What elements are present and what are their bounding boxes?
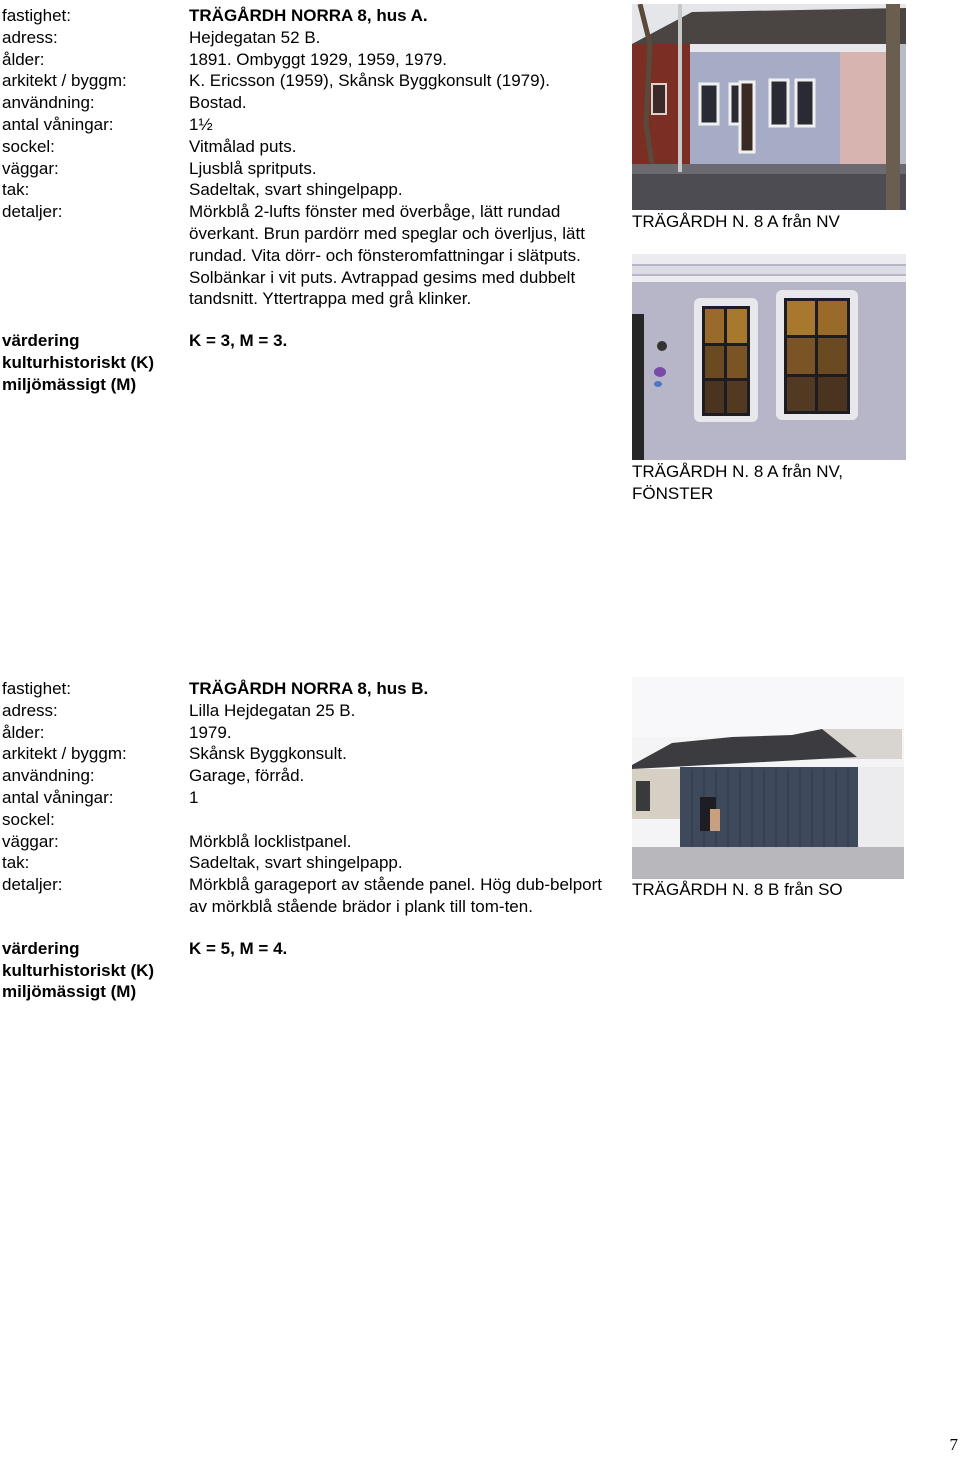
evaluation-label: värdering	[2, 938, 80, 958]
field-label: adress:	[2, 700, 58, 720]
field-arkitekt	[2, 743, 612, 765]
field-sockel	[2, 809, 612, 831]
field-label: användning:	[2, 93, 95, 113]
field-fastighet	[2, 5, 612, 27]
evaluation-label-k: kulturhistoriskt (K)	[2, 960, 155, 980]
field-detaljer	[2, 874, 612, 918]
field-fastighet	[2, 678, 612, 700]
field-label: arkitekt / byggm:	[2, 744, 127, 764]
photo-house-facade	[632, 4, 906, 210]
photo-caption: TRÄGÅRDH N. 8 A från NV, FÖNSTER	[632, 462, 843, 503]
field-value: Bostad.	[189, 93, 247, 113]
field-label: användning:	[2, 766, 95, 786]
field-value: Vitmålad puts.	[189, 136, 297, 156]
field-label: antal våningar:	[2, 787, 114, 807]
page-number: 7	[949, 1435, 958, 1454]
property-entry-b	[2, 678, 612, 1003]
field-value: Sadeltak, svart shingelpapp.	[189, 180, 403, 200]
field-value: 1	[189, 787, 199, 807]
field-adress	[2, 700, 612, 722]
field-label: ålder:	[2, 49, 45, 69]
field-label: ålder:	[2, 722, 45, 742]
house-facade-illustration	[632, 4, 906, 210]
field-value: Hejdegatan 52 B.	[189, 27, 321, 47]
evaluation-labels	[2, 938, 189, 1003]
field-value: 1891. Ombyggt 1929, 1959, 1979.	[189, 49, 448, 69]
photo-caption: TRÄGÅRDH N. 8 A från NV	[632, 212, 840, 231]
evaluation-label-k: kulturhistoriskt (K)	[2, 352, 155, 372]
evaluation-block	[2, 938, 612, 1003]
evaluation-label: värdering	[2, 331, 80, 351]
field-value: Ljusblå spritputs.	[189, 158, 317, 178]
field-arkitekt	[2, 70, 612, 92]
field-label: adress:	[2, 27, 58, 47]
field-tak	[2, 852, 612, 874]
field-value: Mörkblå locklistpanel.	[189, 831, 352, 851]
field-label: sockel:	[2, 809, 55, 829]
field-label: väggar:	[2, 831, 59, 851]
photo-windows	[632, 254, 906, 460]
evaluation-labels	[2, 330, 189, 395]
evaluation-block	[2, 330, 612, 395]
field-anvandning	[2, 92, 612, 114]
photo-caption: TRÄGÅRDH N. 8 B från SO	[632, 880, 843, 899]
evaluation-score: K = 5, M = 4.	[189, 938, 288, 958]
field-value: Skånsk Byggkonsult.	[189, 744, 347, 764]
evaluation-score: K = 3, M = 3.	[189, 331, 288, 351]
field-value	[189, 809, 612, 831]
field-label: detaljer:	[2, 202, 63, 222]
field-value: TRÄGÅRDH NORRA 8, hus B.	[189, 679, 429, 698]
property-entry-a	[2, 5, 612, 396]
field-label: sockel:	[2, 136, 55, 156]
field-label: arkitekt / byggm:	[2, 71, 127, 91]
field-label: tak:	[2, 180, 30, 200]
field-vaggar	[2, 158, 612, 180]
field-label: fastighet:	[2, 6, 71, 25]
windows-illustration	[632, 254, 906, 460]
evaluation-label-m: miljömässigt (M)	[2, 982, 137, 1002]
field-vaggar	[2, 831, 612, 853]
field-detaljer	[2, 201, 612, 310]
field-label: antal våningar:	[2, 114, 114, 134]
field-alder	[2, 722, 612, 744]
field-value: K. Ericsson (1959), Skånsk Byggkonsult (1979).	[189, 71, 550, 91]
field-value: Mörkblå garageport av stående panel. Hög dub-belport av mörkblå stående brädor i plank till tom-ten.	[189, 875, 602, 916]
field-adress	[2, 27, 612, 49]
field-vaningar	[2, 787, 612, 809]
field-vaningar	[2, 114, 612, 136]
field-value: 1½	[189, 114, 213, 134]
field-sockel	[2, 136, 612, 158]
field-label: väggar:	[2, 158, 59, 178]
field-value: Mörkblå 2-lufts fönster med överbåge, lätt rundad överkant. Brun pardörr med speglar och överljus, lätt rundad. Vita dörr- och fönsteromfattningar i slätputs. Solbänkar i vit puts. Avtrappad gesims med dubbelt tandsnitt. Yttertrappa med grå klinker.	[189, 202, 585, 309]
field-value: TRÄGÅRDH NORRA 8, hus A.	[189, 6, 428, 25]
field-tak	[2, 179, 612, 201]
field-value: Sadeltak, svart shingelpapp.	[189, 853, 403, 873]
field-value: 1979.	[189, 722, 232, 742]
evaluation-label-m: miljömässigt (M)	[2, 374, 137, 394]
photo-garage	[632, 677, 904, 879]
field-anvandning	[2, 765, 612, 787]
garage-illustration	[632, 677, 904, 879]
field-label: detaljer:	[2, 875, 63, 895]
field-value: Garage, förråd.	[189, 766, 305, 786]
field-value: Lilla Hejdegatan 25 B.	[189, 700, 356, 720]
field-alder	[2, 49, 612, 71]
field-label: fastighet:	[2, 679, 71, 698]
field-label: tak:	[2, 853, 30, 873]
